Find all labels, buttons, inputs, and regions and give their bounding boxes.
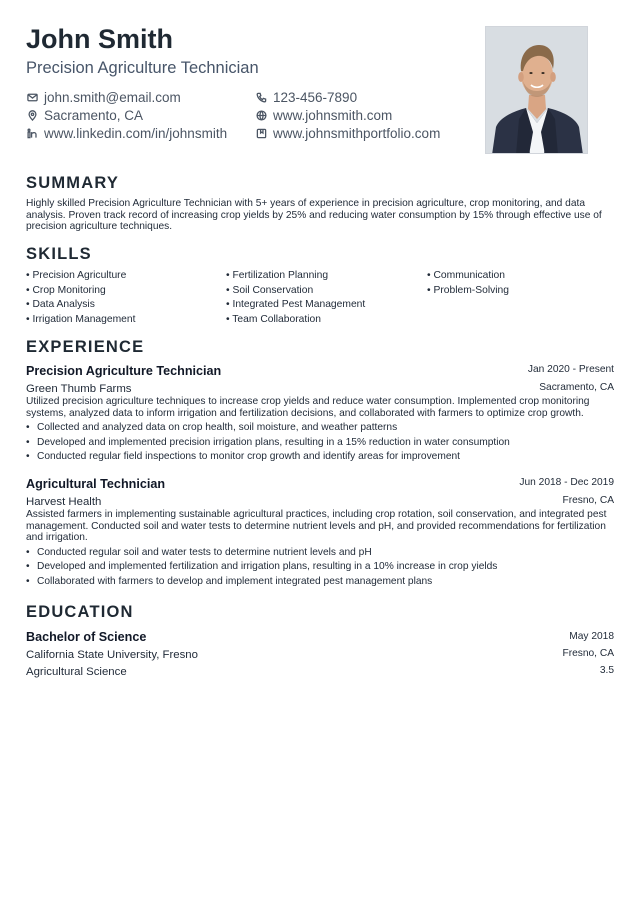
candidate-title: Precision Agriculture Technician xyxy=(26,59,259,77)
field-of-study: Agricultural Science xyxy=(26,666,127,678)
bullet-item: • Collaborated with farmers to develop and implement integrated pest management plans xyxy=(26,575,614,590)
location-text: Sacramento, CA xyxy=(44,107,144,123)
job-title: Precision Agriculture Technician xyxy=(26,364,222,378)
graduation-date: May 2018 xyxy=(569,631,614,642)
job-description: Utilized precision agriculture techniques to increase crop yields and reduce water consumption. Implemented crop monitoring systems, analyzed data to inform irrigation and fertilization decisions, and collaborated with farmers to optimize crop growth. xyxy=(26,396,590,419)
job-location: Sacramento, CA xyxy=(539,382,614,393)
job-description: Assisted farmers in implementing sustainable agricultural practices, including crop rotation, soil conservation, and integrated pest management. Conducted soil and water tests to determine nutrient levels and pH, and provided recommendations for fertilization and irrigation. xyxy=(26,509,607,543)
company-name: Green Thumb Farms xyxy=(26,383,132,395)
phone-icon xyxy=(255,91,267,103)
portfolio-icon xyxy=(255,127,267,139)
bullet-item: • Developed and implemented precision irrigation plans, resulting in a 15% reduction in water consumption xyxy=(26,436,614,451)
job-title: Agricultural Technician xyxy=(26,477,166,491)
skill-item: • Problem-Solving xyxy=(427,284,510,296)
contact-column-right xyxy=(255,88,440,142)
mail-icon xyxy=(26,91,38,103)
skills-column-3 xyxy=(427,269,509,298)
bullet-item: • Developed and implemented fertilization and irrigation plans, resulting in a 10% increase in crop yields xyxy=(26,560,614,575)
experience-heading: EXPERIENCE xyxy=(26,338,145,356)
email-link[interactable]: john.smith@email.com xyxy=(44,89,181,105)
bullet-item: • Conducted regular field inspections to monitor crop growth and identify areas for improvement xyxy=(26,450,614,465)
summary-heading: SUMMARY xyxy=(26,174,120,192)
location-row xyxy=(26,106,227,124)
bullet-item: • Collected and analyzed data on crop health, soil moisture, and weather patterns xyxy=(26,421,614,436)
summary-text: Highly skilled Precision Agriculture Technician with 5+ years of experience in precision agriculture, crop monitoring, and data analysis. Proven track record of increasing crop yields by 25% and reducing water consumption by 15% through effective use of precision agriculture techniques. xyxy=(26,198,602,232)
school-location: Fresno, CA xyxy=(562,648,614,659)
contact-column-left xyxy=(26,88,227,142)
email-row xyxy=(26,88,227,106)
experience-entry-2 xyxy=(26,475,614,589)
skill-item: • Soil Conservation xyxy=(226,284,314,296)
phone-row xyxy=(255,88,440,106)
skill-item: • Communication xyxy=(427,270,506,281)
school-name: California State University, Fresno xyxy=(26,649,198,661)
job-dates: Jun 2018 - Dec 2019 xyxy=(519,477,614,488)
skills-column-2 xyxy=(226,269,365,327)
globe-icon xyxy=(255,109,267,121)
job-dates: Jan 2020 - Present xyxy=(527,364,614,375)
bullet-item: • Conducted regular soil and water tests to determine nutrient levels and pH xyxy=(26,546,614,561)
skill-item: • Data Analysis xyxy=(26,299,95,310)
job-bullets xyxy=(26,421,614,465)
portfolio-row xyxy=(255,124,440,142)
skill-item: • Fertilization Planning xyxy=(226,270,329,281)
degree-name: Bachelor of Science xyxy=(26,630,147,644)
linkedin-icon xyxy=(26,127,38,139)
portfolio-link[interactable]: www.johnsmithportfolio.com xyxy=(273,125,441,141)
phone-text[interactable]: 123-456-7890 xyxy=(273,89,358,105)
skill-item: • Precision Agriculture xyxy=(26,270,127,281)
linkedin-link[interactable]: www.linkedin.com/in/johnsmith xyxy=(44,125,228,141)
job-location: Fresno, CA xyxy=(562,495,614,506)
experience-entry-1 xyxy=(26,362,614,465)
gpa-value: 3.5 xyxy=(599,665,614,676)
website-row xyxy=(255,106,440,124)
candidate-name: John Smith xyxy=(26,24,173,54)
location-pin-icon xyxy=(26,109,38,121)
linkedin-row xyxy=(26,124,227,142)
skill-item: • Crop Monitoring xyxy=(26,284,106,296)
skill-item: • Integrated Pest Management xyxy=(226,299,366,310)
education-heading: EDUCATION xyxy=(26,603,134,621)
profile-photo xyxy=(485,26,588,154)
header xyxy=(26,22,476,78)
skill-item: • Team Collaboration xyxy=(226,313,321,325)
skills-heading: SKILLS xyxy=(26,245,92,263)
education-entry xyxy=(26,628,614,679)
website-link[interactable]: www.johnsmith.com xyxy=(273,107,393,123)
skills-column-1 xyxy=(26,269,136,327)
company-name: Harvest Health xyxy=(26,496,102,508)
job-bullets xyxy=(26,546,614,590)
skill-item: • Irrigation Management xyxy=(26,313,136,325)
